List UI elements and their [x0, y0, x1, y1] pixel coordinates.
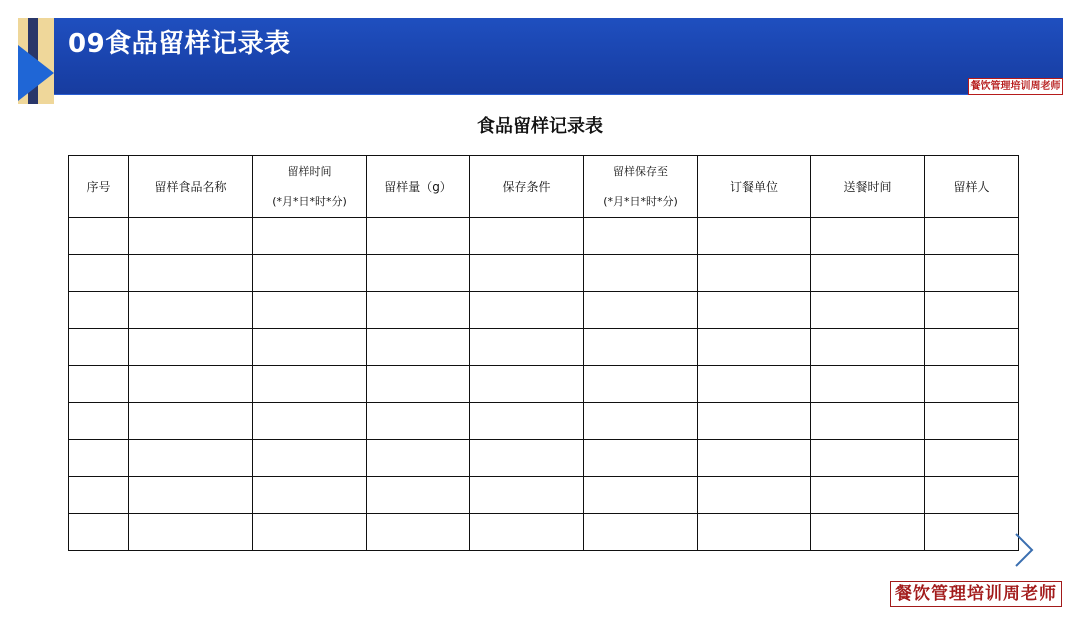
column-header — [253, 156, 367, 218]
table-cell[interactable] — [925, 255, 1019, 292]
column-header — [584, 156, 698, 218]
table-row — [69, 255, 1019, 292]
table-cell[interactable] — [698, 477, 811, 514]
column-label: 送餐时间 — [843, 179, 892, 194]
table-cell[interactable] — [470, 292, 584, 329]
table-row — [69, 329, 1019, 366]
table-header-row — [69, 156, 1019, 218]
table-cell[interactable] — [367, 403, 470, 440]
table-cell[interactable] — [584, 292, 698, 329]
column-label: 留样量（g） — [384, 179, 452, 194]
table-cell[interactable] — [129, 440, 253, 477]
table-cell[interactable] — [925, 366, 1019, 403]
column-label: 留样时间 — [287, 164, 332, 178]
table-cell[interactable] — [367, 255, 470, 292]
table-cell[interactable] — [811, 292, 925, 329]
record-table — [68, 155, 1019, 551]
table-cell[interactable] — [698, 218, 811, 255]
table-cell[interactable] — [925, 403, 1019, 440]
table-cell[interactable] — [129, 292, 253, 329]
table-cell[interactable] — [811, 514, 925, 551]
table-cell[interactable] — [69, 440, 129, 477]
table-cell[interactable] — [584, 514, 698, 551]
table-cell[interactable] — [925, 329, 1019, 366]
column-header — [69, 156, 129, 218]
banner-arrow-icon — [18, 45, 54, 101]
table-row — [69, 366, 1019, 403]
table-cell[interactable] — [367, 329, 470, 366]
table-cell[interactable] — [811, 403, 925, 440]
table-cell[interactable] — [129, 218, 253, 255]
table-cell[interactable] — [367, 440, 470, 477]
table-cell[interactable] — [584, 218, 698, 255]
table-cell[interactable] — [253, 292, 367, 329]
table-body — [69, 218, 1019, 551]
table-cell[interactable] — [69, 255, 129, 292]
table-cell[interactable] — [69, 218, 129, 255]
table-cell[interactable] — [584, 329, 698, 366]
table-cell[interactable] — [584, 440, 698, 477]
table-cell[interactable] — [470, 477, 584, 514]
table-cell[interactable] — [584, 477, 698, 514]
table-cell[interactable] — [811, 477, 925, 514]
table-cell[interactable] — [253, 477, 367, 514]
table-cell[interactable] — [698, 514, 811, 551]
table-cell[interactable] — [698, 440, 811, 477]
table-cell[interactable] — [129, 477, 253, 514]
table-cell[interactable] — [129, 255, 253, 292]
column-header — [129, 156, 253, 218]
table-cell[interactable] — [69, 403, 129, 440]
column-sublabel: (*月*日*时*分) — [272, 194, 347, 208]
table-cell[interactable] — [470, 218, 584, 255]
table-cell[interactable] — [367, 366, 470, 403]
table-cell[interactable] — [253, 366, 367, 403]
table-cell[interactable] — [367, 218, 470, 255]
table-cell[interactable] — [367, 292, 470, 329]
table-cell[interactable] — [811, 218, 925, 255]
table-cell[interactable] — [698, 255, 811, 292]
table-cell[interactable] — [698, 403, 811, 440]
table-cell[interactable] — [584, 366, 698, 403]
table-cell[interactable] — [69, 292, 129, 329]
stamp-large: 餐饮管理培训周老师 — [890, 581, 1062, 607]
column-label: 订餐单位 — [729, 179, 778, 194]
table-cell[interactable] — [698, 329, 811, 366]
table-row — [69, 292, 1019, 329]
column-label: 保存条件 — [502, 179, 551, 194]
table-cell[interactable] — [69, 329, 129, 366]
table-cell[interactable] — [584, 403, 698, 440]
table-cell[interactable] — [811, 440, 925, 477]
page-title: 09食品留样记录表 — [68, 29, 291, 59]
table-cell[interactable] — [253, 514, 367, 551]
table-cell[interactable] — [253, 440, 367, 477]
table-cell[interactable] — [69, 366, 129, 403]
table-cell[interactable] — [925, 292, 1019, 329]
document-title: 食品留样记录表 — [477, 116, 603, 137]
table-cell[interactable] — [367, 477, 470, 514]
table-cell[interactable] — [470, 366, 584, 403]
table-cell[interactable] — [253, 403, 367, 440]
table-cell[interactable] — [69, 477, 129, 514]
column-label: 序号 — [86, 179, 111, 194]
table-cell[interactable] — [584, 255, 698, 292]
column-label: 留样食品名称 — [154, 179, 227, 194]
stamp-small: 餐饮管理培训周老师 — [968, 78, 1063, 95]
column-header — [925, 156, 1019, 218]
column-label: 留样人 — [953, 179, 990, 194]
table-row — [69, 403, 1019, 440]
table-row — [69, 477, 1019, 514]
column-header — [470, 156, 584, 218]
table-cell[interactable] — [253, 255, 367, 292]
table-cell[interactable] — [470, 514, 584, 551]
table-cell[interactable] — [129, 514, 253, 551]
table-row — [69, 440, 1019, 477]
table-cell[interactable] — [811, 329, 925, 366]
column-header — [811, 156, 925, 218]
table-cell[interactable] — [367, 514, 470, 551]
table-row — [69, 514, 1019, 551]
table-cell[interactable] — [470, 255, 584, 292]
table-cell[interactable] — [129, 329, 253, 366]
table-cell[interactable] — [69, 514, 129, 551]
table-cell[interactable] — [811, 366, 925, 403]
table-cell[interactable] — [925, 514, 1019, 551]
table-cell[interactable] — [925, 218, 1019, 255]
table-cell[interactable] — [129, 403, 253, 440]
table-cell[interactable] — [698, 366, 811, 403]
table-cell[interactable] — [129, 366, 253, 403]
table-cell[interactable] — [470, 403, 584, 440]
column-header — [698, 156, 811, 218]
table-row — [69, 218, 1019, 255]
column-label: 留样保存至 — [613, 164, 668, 178]
table-cell[interactable] — [253, 218, 367, 255]
table-cell[interactable] — [698, 292, 811, 329]
table-cell[interactable] — [470, 440, 584, 477]
column-header — [367, 156, 470, 218]
column-sublabel: (*月*日*时*分) — [603, 194, 678, 208]
table-cell[interactable] — [811, 255, 925, 292]
table-cell[interactable] — [925, 440, 1019, 477]
table-cell[interactable] — [253, 329, 367, 366]
table-cell[interactable] — [925, 477, 1019, 514]
table-cell[interactable] — [470, 329, 584, 366]
chevron-right-icon[interactable] — [1008, 530, 1038, 570]
